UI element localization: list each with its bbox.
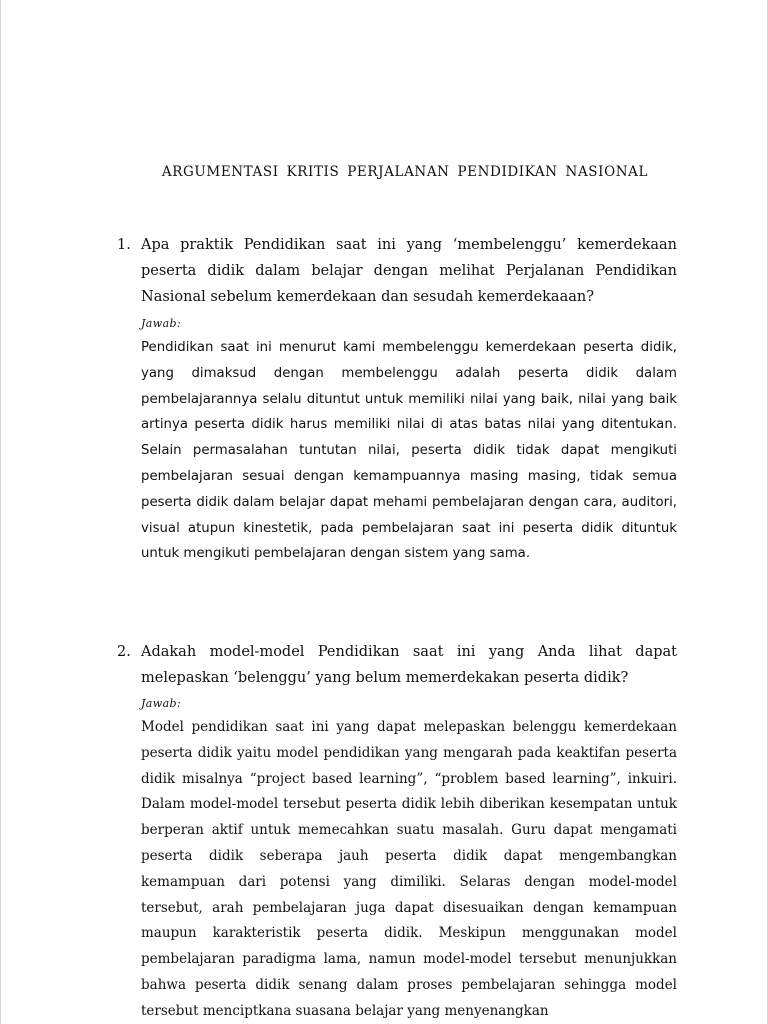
answer-text: Model pendidikan saat ini yang dapat melepaskan belenggu kemerdekaan peserta didik yaitu model pendidikan yang mengarah pada keaktifan peserta didik misalnya “project based learning”, “problem based learning”, inkuiri. Dalam model-model tersebut peserta didik lebih diberikan kesempatan untuk berperan aktif untuk memecahkan suatu masalah. Guru dapat mengamati peserta didik seberapa jauh peserta didik dapat mengembangkan kemampuan dari potensi yang dimiliki. Selaras dengan model-model tersebut, arah pembelajaran juga dapat disesuaikan dengan kemampuan maupun karakteristik peserta didik. Meskipun menggunakan model pembelajaran paradigma lama, namun model-model tersebut menunjukkan bahwa peserta didik senang dalam proses pembelajaran sehingga model tersebut menciptkana suasana belajar yang menyenangkan — [141, 719, 677, 1019]
question-text: Adakah model-model Pendidikan saat ini yang Anda lihat dapat melepaskan ‘belenggu’ yang belum memerdekakan peserta didik? — [141, 644, 677, 686]
page-title: ARGUMENTASI KRITIS PERJALANAN PENDIDIKAN NASIONAL — [161, 164, 649, 180]
answer-label: Jawab: — [141, 317, 182, 330]
question-number: 1. — [117, 237, 131, 253]
answer-label: Jawab: — [141, 697, 182, 710]
question-number: 2. — [117, 644, 131, 660]
answer-text: Pendidikan saat ini menurut kami membelenggu kemerdekaan peserta didik, yang dimaksud dengan membelenggu adalah peserta didik dalam pembelajarannya selalu dituntut untuk memiliki nilai yang baik, nilai yang baik artinya peserta didik harus memiliki nilai di atas batas nilai yang ditentukan. Selain permasalahan tuntutan nilai, peserta didik tidak dapat mengikuti pembelajaran sesuai dengan kemampuannya masing masing, tidak semua peserta didik dalam belajar dapat mehami pembelajaran dengan cara, auditori, visual atupun kinestetik, pada pembelajaran saat ini peserta didik dituntuk untuk mengikuti pembelajaran dengan sistem yang sama. — [141, 340, 677, 562]
question-text: Apa praktik Pendidikan saat ini yang ‘membelenggu’ kemerdekaan peserta didik dalam belajar dengan melihat Perjalanan Pendidikan Nasional sebelum kemerdekaan dan sesudah kemerdekaaan? — [141, 237, 677, 305]
